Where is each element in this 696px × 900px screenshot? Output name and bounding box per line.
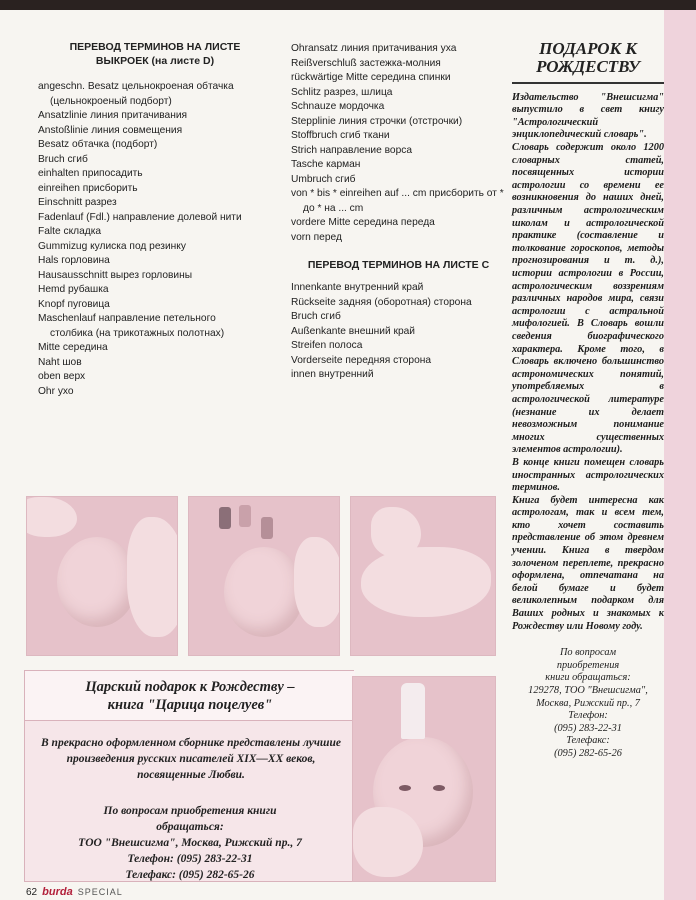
term-line: rückwärtige Mitte середина спинки bbox=[291, 72, 451, 83]
term-line: Rückseite задняя (оборотная) сторона bbox=[291, 296, 472, 308]
term-line: Hemd рубашка bbox=[38, 284, 109, 295]
photo-doll-head-hands bbox=[26, 496, 178, 656]
hand-shape bbox=[26, 497, 77, 537]
doll-eye-shape bbox=[433, 785, 445, 791]
term-line: (цельнокроеный подборт) bbox=[50, 95, 172, 107]
sidebar-paragraph: Издательство "Внешсигма" выпустило в свет книгу "Астрологический энциклопедический словарь". bbox=[512, 91, 664, 141]
contact-line: Телефакс: (095) 282-65-26 bbox=[125, 869, 255, 881]
contact-line: По вопросам приобретения книги bbox=[103, 805, 277, 817]
term-line: Ohransatz линия притачивания уха bbox=[291, 43, 457, 54]
bottle-neck-shape bbox=[401, 683, 425, 739]
paint-bottle-shape bbox=[239, 505, 251, 527]
term-line: innen внутренний bbox=[291, 369, 374, 380]
doll-eye-shape bbox=[399, 785, 411, 791]
term-line: einreihen присборить bbox=[38, 182, 138, 194]
term-line: Schlitz разрез, шлица bbox=[291, 86, 393, 98]
right-page-strip bbox=[664, 10, 696, 900]
term-line: Anstoßlinie линия совмещения bbox=[38, 124, 183, 136]
promo-title-line1: Царский подарок к Рождеству – bbox=[85, 678, 295, 695]
contact-line: приобретения bbox=[556, 659, 620, 671]
paint-bottle-shape bbox=[219, 507, 231, 529]
sidebar-article bbox=[512, 40, 664, 761]
sidebar-paragraph: Книга будет интересна как астрологам, так и всем тем, кто хочет составить представление об этом древнем учении. Книга в твердом золоченом переплете, прекрасно оформлена, отпечатана на белой бумаге и будет великолепным подарком для Ваших родных и знакомых к Рождеству или Новому году. bbox=[512, 494, 664, 632]
page-footer bbox=[26, 886, 123, 898]
term-line: Fadenlauf (Fdl.) направление долевой нити bbox=[38, 211, 242, 223]
term-line: Umbruch сгиб bbox=[291, 173, 356, 185]
term-line: Bruch сгиб bbox=[38, 153, 88, 165]
term-line: oben верх bbox=[38, 371, 86, 382]
fabric-piece-shape bbox=[361, 547, 491, 617]
term-line: Einschnitt разрез bbox=[38, 197, 117, 208]
term-line: Besatz обтачка (подборт) bbox=[38, 139, 158, 150]
sidebar-title bbox=[512, 40, 664, 76]
contact-line: 129278, ТОО "Внешсигма", bbox=[528, 685, 648, 696]
term-line: Maschenlauf направление петельного bbox=[38, 313, 216, 324]
sidebar-contact bbox=[512, 647, 664, 760]
term-line: Hals горловина bbox=[38, 255, 110, 266]
term-line: Außenkante внешний край bbox=[291, 325, 415, 337]
middle-terms-list bbox=[291, 42, 506, 245]
photo-finished-doll-head bbox=[352, 676, 496, 882]
term-line: Innenkante внутренний край bbox=[291, 282, 424, 293]
term-line: столбика (на трикотажных полотнах) bbox=[50, 327, 225, 339]
promo-box bbox=[24, 670, 354, 882]
term-line: Knopf пуговица bbox=[38, 298, 110, 310]
term-line: Tasche карман bbox=[291, 159, 361, 170]
term-line: Ansatzlinie линия притачивания bbox=[38, 110, 188, 121]
sidebar-title-line1: ПОДАРОК К bbox=[539, 39, 637, 58]
contact-line: ТОО "Внешсигма", Москва, Рижский пр., 7 bbox=[78, 837, 302, 849]
edition-label: SPECIAL bbox=[77, 887, 123, 897]
contact-line: Телефакс: bbox=[566, 735, 610, 747]
term-line: до * на ... cm bbox=[303, 202, 364, 214]
contact-line: По вопросам bbox=[559, 647, 617, 659]
hand-shape bbox=[294, 537, 340, 627]
contact-line: Москва, Рижский пр., 7 bbox=[536, 697, 640, 709]
term-line: vorn перед bbox=[291, 231, 342, 243]
contact-line: (095) 283-22-31 bbox=[554, 722, 622, 734]
term-line: Strich направление ворса bbox=[291, 144, 413, 156]
doll-face-shape bbox=[57, 537, 137, 627]
top-edge-bar bbox=[0, 0, 696, 10]
sidebar-body bbox=[512, 92, 664, 634]
sidebar-divider bbox=[512, 82, 664, 84]
term-line: Schnauze мордочка bbox=[291, 101, 385, 112]
term-line: Naht шов bbox=[38, 356, 82, 368]
left-column-heading bbox=[40, 40, 270, 68]
photo-sewing-fabric bbox=[350, 496, 496, 656]
term-line: Mitte середина bbox=[38, 342, 108, 353]
promo-title-box bbox=[25, 671, 355, 721]
term-line: Reißverschluß застежка-молния bbox=[291, 57, 441, 69]
hand-shape bbox=[127, 517, 178, 637]
photo-painting-doll-face bbox=[188, 496, 340, 656]
term-line: Stoffbruch сгиб ткани bbox=[291, 130, 390, 141]
term-line: Falte складка bbox=[38, 226, 102, 237]
contact-line: книги обращаться: bbox=[545, 672, 631, 684]
term-line: Gummizug кулиска под резинку bbox=[38, 240, 186, 252]
brand-logo: burda bbox=[42, 886, 73, 898]
sidebar-paragraph: В конце книги помещен словарь иностранных астрологических терминов. bbox=[512, 456, 664, 494]
term-line: angeschn. Besatz цельнокроеная обтачка bbox=[38, 81, 234, 92]
term-line: einhalten припосадить bbox=[38, 168, 143, 179]
term-line: Stepplinie линия строчки (отстрочки) bbox=[291, 115, 463, 127]
term-line: Ohr ухо bbox=[38, 385, 74, 397]
left-heading-line2: ВЫКРОЕК (на листе D) bbox=[95, 55, 215, 68]
promo-description: В прекрасно оформленном сборнике представлены лучшие произведения русских писателей XIX—XX веков, посвященные Любви. bbox=[41, 737, 341, 781]
middle-c-terms-list bbox=[291, 281, 506, 383]
paint-bottle-shape bbox=[261, 517, 273, 539]
page-number: 62 bbox=[26, 887, 38, 898]
left-terms-list bbox=[38, 80, 278, 399]
promo-title-line2: книга "Царица поцелуев" bbox=[107, 696, 273, 713]
left-heading-line1: ПЕРЕВОД ТЕРМИНОВ НА ЛИСТЕ bbox=[69, 41, 241, 53]
contact-line: (095) 282-65-26 bbox=[554, 747, 622, 759]
contact-line: Телефон: (095) 283-22-31 bbox=[127, 853, 253, 865]
middle-c-heading: ПЕРЕВОД ТЕРМИНОВ НА ЛИСТЕ С bbox=[307, 259, 490, 271]
term-line: Streifen полоса bbox=[291, 340, 363, 351]
hand-shape bbox=[371, 507, 421, 557]
term-line: vordere Mitte середина переда bbox=[291, 217, 435, 228]
sidebar-title-line2: РОЖДЕСТВУ bbox=[536, 56, 640, 76]
doll-face-shape bbox=[224, 547, 304, 637]
term-line: von * bis * einreihen auf ... cm присборить от * bbox=[291, 188, 504, 199]
term-line: Bruch сгиб bbox=[291, 311, 341, 322]
term-line: Hausausschnitt вырез горловины bbox=[38, 269, 193, 281]
promo-contact bbox=[35, 803, 345, 883]
contact-line: обращаться: bbox=[156, 821, 224, 833]
contact-line: Телефон: bbox=[568, 710, 608, 722]
term-line: Vorderseite передняя сторона bbox=[291, 354, 432, 366]
sidebar-paragraph: Словарь содержит около 1200 словарных статей, посвященных истории астрологии со времени ее возникновения до наших дней, различным астрологическим школам и астрологической практике (составление и толкование гороскопов, методы прогнозирования и т. д.), истории астрологии в России, астрологическим воззрениям различных народов мира, связи астрологии с астральной мифологией. В Словарь вошли сведения биографического характера. Кроме того, в Словарь включено большинство астрономических понятий, употребляемых в астрологической литературе (незнание их делает невозможным понимание многих существенных элементов астрологии). bbox=[512, 142, 664, 456]
